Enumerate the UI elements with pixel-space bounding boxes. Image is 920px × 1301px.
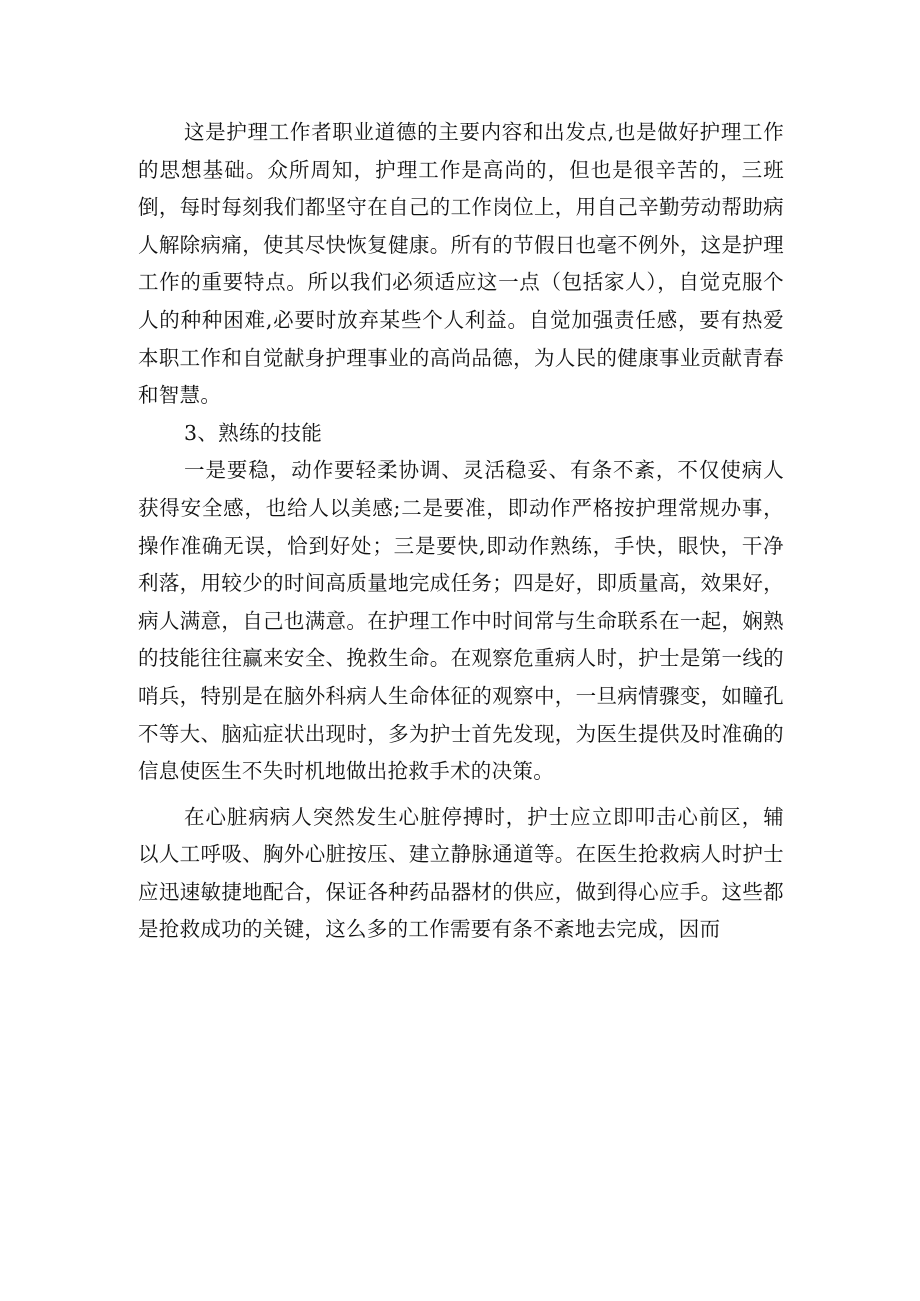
body-paragraph-professional-ethics: 这是护理工作者职业道德的主要内容和出发点,也是做好护理工作的思想基础。众所周知，护理工作是高尚的，但也是很辛苦的，三班倒，每时每刻我们都坚守在自己的工作岗位上，用自己辛勤劳动帮助病人解除病痛，使其尽快恢复健康。所有的节假日也毫不例外，这是护理工作的重要特点。所以我们必须适应这一点（包括家人），自觉克服个人的种种困难,必要时放弃某些个人利益。自觉加强责任感，要有热爱本职工作和自觉献身护理事业的高尚品德，为人民的健康事业贡献青春和智慧。 [138,120,784,408]
body-paragraph-cardiac-arrest: 在心脏病病人突然发生心脏停搏时，护士应立即叩击心前区，辅以人工呼吸、胸外心脏按压、建立静脉通道等。在医生抢救病人时护士应迅速敏捷地配合，保证各种药品器材的供应，做到得心应手。这些都是抢救成功的关键，这么多的工作需要有条不紊地去完成，因而 [138,804,784,942]
body-paragraph-skills-requirements: 一是要稳，动作要轻柔协调、灵活稳妥、有条不紊，不仅使病人获得安全感，也给人以美感;二是要准，即动作严格按护理常规办事，操作准确无误，恰到好处；三是要快,即动作熟练，手快，眼快，干净利落，用较少的时间高质量地完成任务；四是好，即质量高，效果好，病人满意，自己也满意。在护理工作中时间常与生命联系在一起，娴熟的技能往往赢来安全、挽救生命。在观察危重病人时，护士是第一线的哨兵，特别是在脑外科病人生命体征的观察中，一旦病情骤变，如瞳孔不等大、脑疝症状出现时，多为护士首先发现，为医生提供及时准确的信息使医生不失时机地做出抢救手术的决策。 [138,458,784,784]
section-heading-skills: 3、熟练的技能 [184,420,323,445]
document-body [138,114,784,949]
